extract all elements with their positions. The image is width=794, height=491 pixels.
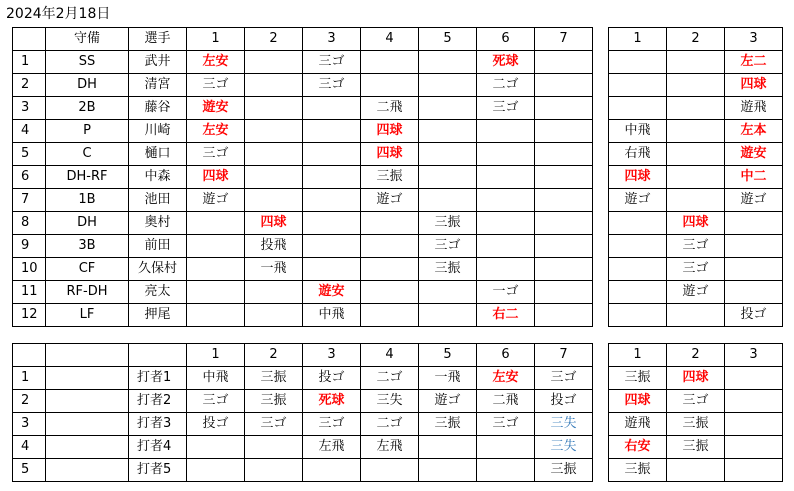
lineup-header-row — [13, 28, 593, 51]
at-bat-result — [667, 304, 725, 327]
batters-extra-table — [608, 343, 783, 482]
header-inning: 5 — [419, 28, 477, 51]
lineup-extra-row — [609, 120, 783, 143]
batting-order: 7 — [13, 189, 46, 212]
at-bat-result: 三失 — [361, 390, 419, 413]
at-bat-result — [609, 97, 667, 120]
at-bat-result — [187, 459, 245, 482]
player-name: 樋口 — [129, 143, 187, 166]
player-position: DH — [46, 74, 129, 97]
at-bat-result: 二ゴ — [477, 74, 535, 97]
header-inning: 2 — [667, 28, 725, 51]
batter-number: 5 — [13, 459, 46, 482]
at-bat-result — [477, 143, 535, 166]
at-bat-result: 遊ゴ — [187, 189, 245, 212]
lineup-extra-table — [608, 27, 783, 327]
batter-extra-row — [609, 436, 783, 459]
at-bat-result: 四球 — [725, 74, 783, 97]
player-name: 押尾 — [129, 304, 187, 327]
batter-row — [13, 459, 593, 482]
at-bat-result: 三振 — [419, 413, 477, 436]
at-bat-result: 中飛 — [187, 367, 245, 390]
at-bat-result — [419, 459, 477, 482]
at-bat-result — [361, 304, 419, 327]
player-position: P — [46, 120, 129, 143]
at-bat-result — [725, 459, 783, 482]
at-bat-result — [245, 189, 303, 212]
at-bat-result — [245, 281, 303, 304]
lineup-table — [12, 27, 593, 327]
batting-order: 1 — [13, 51, 46, 74]
at-bat-result — [535, 304, 593, 327]
at-bat-result — [725, 413, 783, 436]
lineup-extra-row — [609, 235, 783, 258]
at-bat-result — [609, 304, 667, 327]
at-bat-result — [419, 281, 477, 304]
at-bat-result: 遊ゴ — [609, 189, 667, 212]
batter-extra-row — [609, 459, 783, 482]
at-bat-result — [303, 120, 361, 143]
batting-order: 6 — [13, 166, 46, 189]
lineup-row — [13, 304, 593, 327]
at-bat-result — [477, 189, 535, 212]
at-bat-result: 中飛 — [303, 304, 361, 327]
at-bat-result — [419, 51, 477, 74]
at-bat-result — [477, 258, 535, 281]
header-inning: 1 — [187, 344, 245, 367]
lineup-extra-row — [609, 258, 783, 281]
at-bat-result: 三ゴ — [667, 235, 725, 258]
at-bat-result: 三振 — [419, 258, 477, 281]
at-bat-result: 投ゴ — [303, 367, 361, 390]
batting-order: 2 — [13, 74, 46, 97]
at-bat-result — [725, 258, 783, 281]
at-bat-result — [361, 212, 419, 235]
at-bat-result — [187, 212, 245, 235]
at-bat-result: 死球 — [303, 390, 361, 413]
at-bat-result: 三ゴ — [303, 74, 361, 97]
header-blank — [13, 344, 46, 367]
at-bat-result — [477, 459, 535, 482]
at-bat-result: 四球 — [361, 143, 419, 166]
batter-row — [13, 436, 593, 459]
at-bat-result: 遊安 — [303, 281, 361, 304]
player-position: DH-RF — [46, 166, 129, 189]
player-position: RF-DH — [46, 281, 129, 304]
at-bat-result: 三振 — [361, 166, 419, 189]
batting-order: 12 — [13, 304, 46, 327]
at-bat-result: 一飛 — [419, 367, 477, 390]
at-bat-result: 三ゴ — [303, 51, 361, 74]
at-bat-result — [419, 189, 477, 212]
batter-row — [13, 413, 593, 436]
at-bat-result — [609, 74, 667, 97]
at-bat-result — [419, 166, 477, 189]
at-bat-result: 左二 — [725, 51, 783, 74]
at-bat-result — [535, 143, 593, 166]
player-name: 中森 — [129, 166, 187, 189]
at-bat-result: 三ゴ — [187, 390, 245, 413]
at-bat-result — [245, 166, 303, 189]
player-name: 久保村 — [129, 258, 187, 281]
at-bat-result: 投ゴ — [187, 413, 245, 436]
at-bat-result: 一飛 — [245, 258, 303, 281]
lineup-extra-row — [609, 281, 783, 304]
at-bat-result — [303, 166, 361, 189]
lineup-row — [13, 97, 593, 120]
lineup-extra-row — [609, 74, 783, 97]
at-bat-result: 三振 — [535, 459, 593, 482]
at-bat-result — [187, 258, 245, 281]
at-bat-result: 四球 — [245, 212, 303, 235]
at-bat-result — [609, 281, 667, 304]
at-bat-result — [245, 459, 303, 482]
batter-label: 打者3 — [129, 413, 187, 436]
at-bat-result — [535, 258, 593, 281]
at-bat-result: 二飛 — [361, 97, 419, 120]
at-bat-result — [187, 436, 245, 459]
batters-extra-header-row — [609, 344, 783, 367]
at-bat-result — [667, 189, 725, 212]
lineup-extra-row — [609, 97, 783, 120]
at-bat-result — [667, 166, 725, 189]
at-bat-result — [419, 304, 477, 327]
header-inning: 2 — [667, 344, 725, 367]
at-bat-result — [303, 235, 361, 258]
at-bat-result: 遊飛 — [609, 413, 667, 436]
at-bat-result — [535, 120, 593, 143]
at-bat-result: 中二 — [725, 166, 783, 189]
at-bat-result: 三ゴ — [245, 413, 303, 436]
at-bat-result: 四球 — [609, 390, 667, 413]
at-bat-result — [187, 235, 245, 258]
header-position: 守備 — [46, 28, 129, 51]
at-bat-result — [187, 281, 245, 304]
at-bat-result: 三振 — [245, 390, 303, 413]
at-bat-result — [303, 143, 361, 166]
header-blank — [46, 344, 129, 367]
header-inning: 1 — [609, 344, 667, 367]
at-bat-result: 三失 — [535, 436, 593, 459]
at-bat-result: 三ゴ — [419, 235, 477, 258]
at-bat-result — [535, 281, 593, 304]
at-bat-result — [303, 258, 361, 281]
at-bat-result: 四球 — [667, 367, 725, 390]
batter-label: 打者4 — [129, 436, 187, 459]
batting-order: 11 — [13, 281, 46, 304]
player-position: 1B — [46, 189, 129, 212]
at-bat-result — [419, 74, 477, 97]
batter-extra-row — [609, 390, 783, 413]
at-bat-result: 投ゴ — [725, 304, 783, 327]
batter-label: 打者5 — [129, 459, 187, 482]
batting-order: 3 — [13, 97, 46, 120]
player-name: 奥村 — [129, 212, 187, 235]
at-bat-result — [303, 459, 361, 482]
at-bat-result — [535, 189, 593, 212]
batter-number: 4 — [13, 436, 46, 459]
at-bat-result — [419, 97, 477, 120]
at-bat-result: 左安 — [187, 51, 245, 74]
player-position: C — [46, 143, 129, 166]
header-inning: 6 — [477, 344, 535, 367]
at-bat-result: 二ゴ — [361, 413, 419, 436]
at-bat-result — [477, 235, 535, 258]
at-bat-result — [245, 143, 303, 166]
header-inning: 5 — [419, 344, 477, 367]
batter-number: 3 — [13, 413, 46, 436]
at-bat-result: 三ゴ — [667, 258, 725, 281]
lineup-extra-row — [609, 166, 783, 189]
blank-cell — [46, 436, 129, 459]
at-bat-result: 三振 — [667, 436, 725, 459]
at-bat-result: 右安 — [609, 436, 667, 459]
player-position: DH — [46, 212, 129, 235]
lineup-row — [13, 166, 593, 189]
header-inning: 2 — [245, 344, 303, 367]
at-bat-result: 三振 — [609, 459, 667, 482]
batter-extra-row — [609, 413, 783, 436]
at-bat-result — [535, 51, 593, 74]
at-bat-result: 遊安 — [725, 143, 783, 166]
at-bat-result: 三ゴ — [667, 390, 725, 413]
lineup-extra-row — [609, 189, 783, 212]
at-bat-result: 四球 — [609, 166, 667, 189]
at-bat-result — [667, 97, 725, 120]
batter-label: 打者1 — [129, 367, 187, 390]
header-inning: 1 — [609, 28, 667, 51]
batting-order: 5 — [13, 143, 46, 166]
lineup-row — [13, 143, 593, 166]
lineup-extra-row — [609, 304, 783, 327]
blank-cell — [46, 367, 129, 390]
at-bat-result — [535, 166, 593, 189]
player-name: 清宮 — [129, 74, 187, 97]
lineup-extra-row — [609, 51, 783, 74]
blank-cell — [46, 459, 129, 482]
at-bat-result — [419, 143, 477, 166]
at-bat-result — [667, 74, 725, 97]
lineup-extra-row — [609, 212, 783, 235]
at-bat-result — [419, 120, 477, 143]
batting-order: 8 — [13, 212, 46, 235]
at-bat-result — [725, 436, 783, 459]
at-bat-result: 三ゴ — [535, 367, 593, 390]
at-bat-result — [361, 51, 419, 74]
at-bat-result: 遊ゴ — [667, 281, 725, 304]
at-bat-result — [667, 459, 725, 482]
at-bat-result — [361, 281, 419, 304]
lineup-row — [13, 258, 593, 281]
at-bat-result: 左安 — [187, 120, 245, 143]
at-bat-result: 左安 — [477, 367, 535, 390]
player-position: 3B — [46, 235, 129, 258]
header-inning: 7 — [535, 344, 593, 367]
at-bat-result — [667, 51, 725, 74]
at-bat-result — [187, 304, 245, 327]
at-bat-result — [535, 97, 593, 120]
lineup-row — [13, 189, 593, 212]
at-bat-result — [667, 143, 725, 166]
batters-table — [12, 343, 593, 482]
at-bat-result — [361, 459, 419, 482]
batters-header-row — [13, 344, 593, 367]
at-bat-result: 遊ゴ — [725, 189, 783, 212]
at-bat-result — [609, 235, 667, 258]
header-blank — [129, 344, 187, 367]
at-bat-result — [725, 390, 783, 413]
at-bat-result: 三ゴ — [187, 74, 245, 97]
at-bat-result — [725, 281, 783, 304]
header-num — [13, 28, 46, 51]
at-bat-result — [725, 235, 783, 258]
at-bat-result — [609, 212, 667, 235]
header-inning: 1 — [187, 28, 245, 51]
at-bat-result — [725, 367, 783, 390]
at-bat-result: 四球 — [361, 120, 419, 143]
at-bat-result: 三ゴ — [187, 143, 245, 166]
at-bat-result — [667, 120, 725, 143]
player-name: 前田 — [129, 235, 187, 258]
header-player: 選手 — [129, 28, 187, 51]
at-bat-result — [725, 212, 783, 235]
at-bat-result — [245, 97, 303, 120]
at-bat-result — [477, 436, 535, 459]
header-inning: 7 — [535, 28, 593, 51]
player-name: 池田 — [129, 189, 187, 212]
at-bat-result — [535, 74, 593, 97]
at-bat-result: 三振 — [419, 212, 477, 235]
at-bat-result — [535, 212, 593, 235]
header-inning: 3 — [725, 344, 783, 367]
player-name: 川崎 — [129, 120, 187, 143]
lineup-row — [13, 281, 593, 304]
at-bat-result: 死球 — [477, 51, 535, 74]
lineup-row — [13, 120, 593, 143]
header-inning: 3 — [725, 28, 783, 51]
at-bat-result: 三失 — [535, 413, 593, 436]
at-bat-result: 遊ゴ — [361, 189, 419, 212]
at-bat-result: 三ゴ — [477, 413, 535, 436]
at-bat-result: 三振 — [609, 367, 667, 390]
lineup-row — [13, 212, 593, 235]
page-date: 2024年2月18日 — [6, 6, 111, 22]
batter-number: 1 — [13, 367, 46, 390]
player-name: 藤谷 — [129, 97, 187, 120]
at-bat-result — [245, 436, 303, 459]
batter-extra-row — [609, 367, 783, 390]
batter-number: 2 — [13, 390, 46, 413]
at-bat-result — [245, 74, 303, 97]
player-position: CF — [46, 258, 129, 281]
header-inning: 4 — [361, 28, 419, 51]
blank-cell — [46, 390, 129, 413]
at-bat-result: 三振 — [245, 367, 303, 390]
lineup-extra-row — [609, 143, 783, 166]
at-bat-result: 右飛 — [609, 143, 667, 166]
at-bat-result: 遊ゴ — [419, 390, 477, 413]
at-bat-result — [477, 166, 535, 189]
at-bat-result — [535, 235, 593, 258]
header-inning: 2 — [245, 28, 303, 51]
at-bat-result: 左本 — [725, 120, 783, 143]
at-bat-result — [245, 51, 303, 74]
at-bat-result: 投ゴ — [535, 390, 593, 413]
batter-row — [13, 390, 593, 413]
at-bat-result: 四球 — [187, 166, 245, 189]
at-bat-result — [361, 258, 419, 281]
lineup-row — [13, 235, 593, 258]
blank-cell — [46, 413, 129, 436]
at-bat-result: 左飛 — [303, 436, 361, 459]
at-bat-result: 左飛 — [361, 436, 419, 459]
player-position: LF — [46, 304, 129, 327]
at-bat-result: 三ゴ — [303, 413, 361, 436]
at-bat-result: 右二 — [477, 304, 535, 327]
player-position: 2B — [46, 97, 129, 120]
at-bat-result: 二ゴ — [361, 367, 419, 390]
at-bat-result: 遊安 — [187, 97, 245, 120]
player-name: 亮太 — [129, 281, 187, 304]
header-inning: 6 — [477, 28, 535, 51]
header-inning: 4 — [361, 344, 419, 367]
at-bat-result: 遊飛 — [725, 97, 783, 120]
at-bat-result — [361, 74, 419, 97]
at-bat-result — [303, 97, 361, 120]
at-bat-result: 四球 — [667, 212, 725, 235]
at-bat-result — [245, 304, 303, 327]
batting-order: 4 — [13, 120, 46, 143]
batting-order: 10 — [13, 258, 46, 281]
at-bat-result: 中飛 — [609, 120, 667, 143]
at-bat-result — [609, 258, 667, 281]
header-inning: 3 — [303, 344, 361, 367]
batter-row — [13, 367, 593, 390]
at-bat-result: 二飛 — [477, 390, 535, 413]
at-bat-result: 一ゴ — [477, 281, 535, 304]
player-name: 武井 — [129, 51, 187, 74]
at-bat-result — [361, 235, 419, 258]
at-bat-result: 投飛 — [245, 235, 303, 258]
at-bat-result — [303, 189, 361, 212]
at-bat-result — [303, 212, 361, 235]
lineup-row — [13, 51, 593, 74]
at-bat-result — [245, 120, 303, 143]
header-inning: 3 — [303, 28, 361, 51]
at-bat-result: 三振 — [667, 413, 725, 436]
player-position: SS — [46, 51, 129, 74]
at-bat-result: 三ゴ — [477, 97, 535, 120]
lineup-extra-header-row — [609, 28, 783, 51]
batter-label: 打者2 — [129, 390, 187, 413]
at-bat-result — [477, 120, 535, 143]
lineup-row — [13, 74, 593, 97]
batting-order: 9 — [13, 235, 46, 258]
at-bat-result — [419, 436, 477, 459]
at-bat-result — [477, 212, 535, 235]
at-bat-result — [609, 51, 667, 74]
